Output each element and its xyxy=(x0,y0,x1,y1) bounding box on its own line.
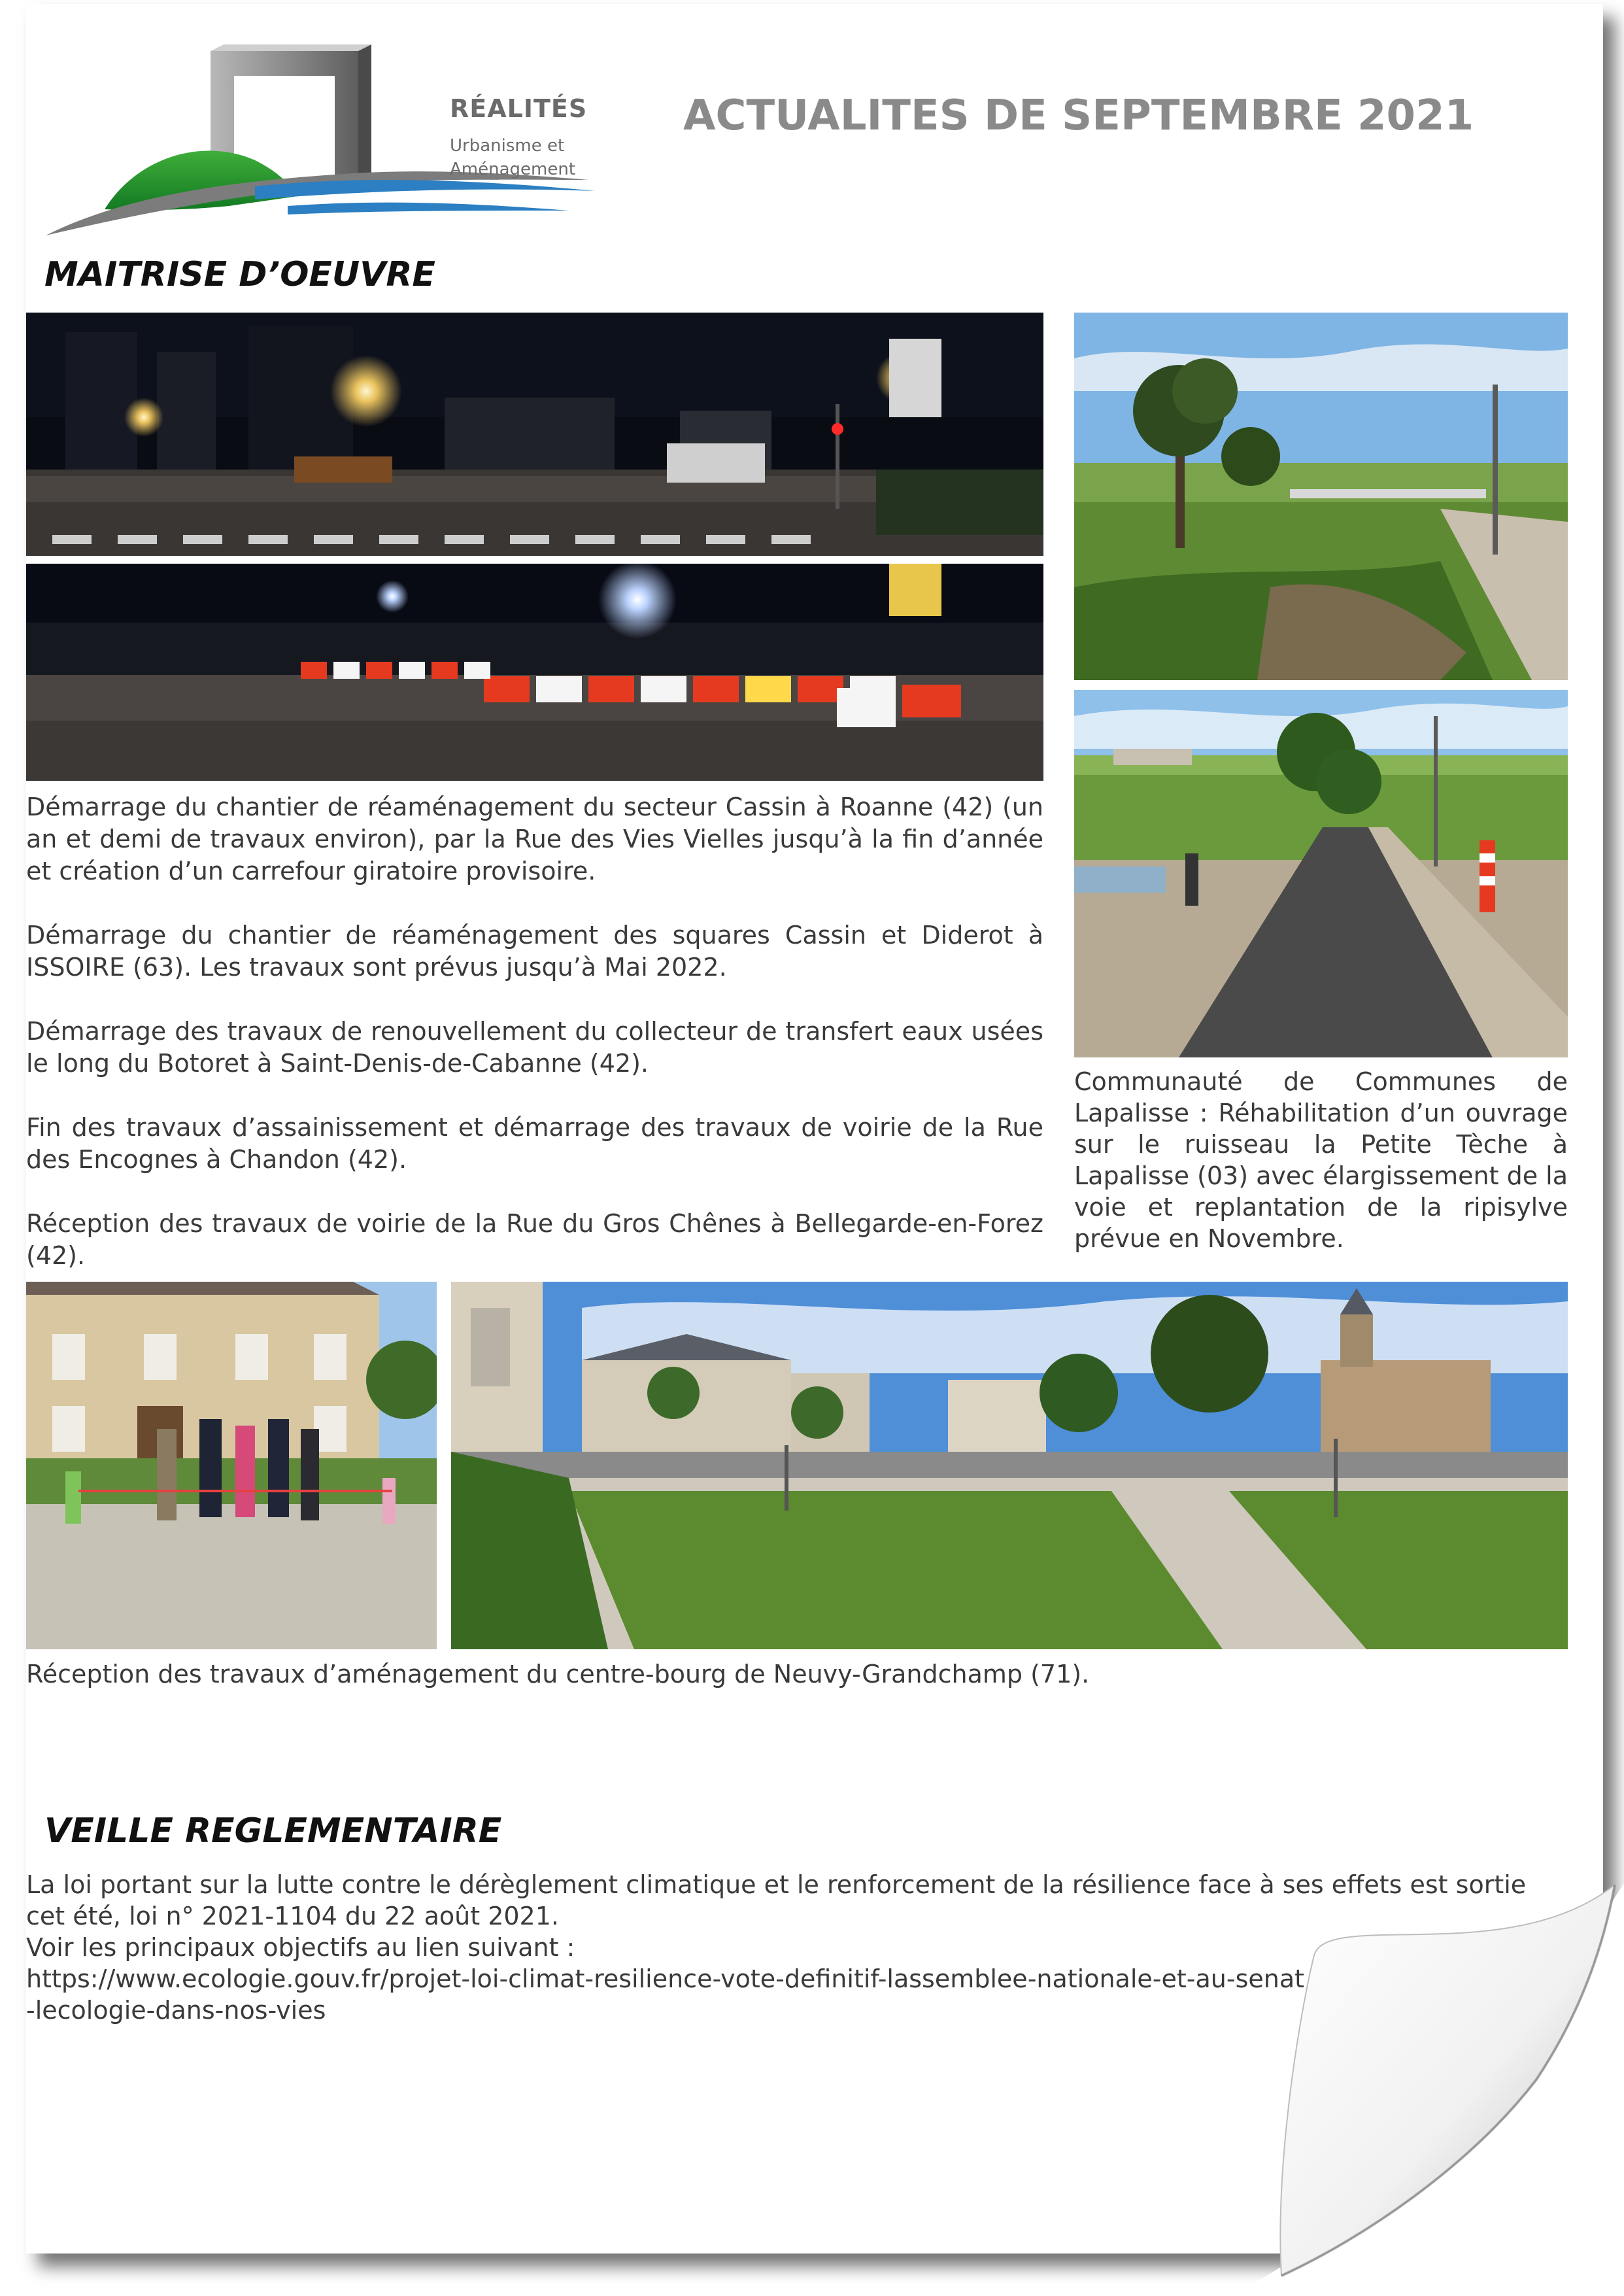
paragraph-bellegarde: Réception des travaux de voirie de la Rue du Gros Chênes à Bellegarde-en-Forez (42). xyxy=(26,1209,1043,1270)
logo-title: RÉALITÉS xyxy=(450,94,588,123)
company-logo xyxy=(39,39,601,248)
paragraph-issoire: Démarrage du chantier de réaménagement des squares Cassin et Diderot à ISSOIRE (63). Les travaux sont prévus jusqu’à Mai 2022. xyxy=(26,921,1043,982)
veille-paragraph: La loi portant sur la lutte contre le dérèglement climatique et le renforcement de la résilience face à ses effets est sortie cet été, loi n° 2021-1104 du 22 août 2021. xyxy=(26,1870,1527,1930)
photo-lapalisse-road xyxy=(1074,690,1568,1057)
logo-subtitle-line2: Aménagement xyxy=(450,160,576,179)
paragraph-chandon: Fin des travaux d’assainissement et démarrage des travaux de voirie de la Rue des Encognes à Chandon (42). xyxy=(26,1113,1043,1174)
veille-link-intro: Voir les principaux objectifs au lien suivant : xyxy=(26,1933,575,1962)
section-title-veille: VEILLE REGLEMENTAIRE xyxy=(44,1811,502,1851)
logo-subtitle-line1: Urbanisme et xyxy=(450,136,565,156)
paragraph-saint-denis: Démarrage des travaux de renouvellement du collecteur de transfert eaux usées le long du Botoret à Saint-Denis-de-Cabanne (42). xyxy=(26,1017,1043,1078)
photo-neuvy-ceremony xyxy=(26,1282,437,1649)
photo-neuvy-panorama xyxy=(451,1282,1568,1649)
photo-night-works-roanne xyxy=(26,313,1043,556)
photo-night-barriers-roanne xyxy=(26,564,1043,781)
page-title: ACTUALITES DE SEPTEMBRE 2021 xyxy=(683,92,1474,140)
photo-lapalisse-countryside xyxy=(1074,313,1568,680)
section-title-maitrise: MAITRISE D’OEUVRE xyxy=(44,255,435,294)
paragraph-roanne: Démarrage du chantier de réaménagement du secteur Cassin à Roanne (42) (un an et demi de travaux environ), par la Rue des Vies Vielles jusqu’à la fin d’année et création d’un carrefour giratoire provisoire. xyxy=(26,793,1043,885)
page-curl-decoration xyxy=(1236,1883,1624,2293)
caption-neuvy: Réception des travaux d’aménagement du centre-bourg de Neuvy-Grandchamp (71). xyxy=(26,1660,1090,1688)
veille-link[interactable]: https://www.ecologie.gouv.fr/projet-loi-climat-resilience-vote-definitif-lassemblee-nationale-et-au-senat-lecologie-dans-nos-vies xyxy=(26,1964,1305,2025)
maitrise-paragraphs xyxy=(26,791,1043,1272)
caption-lapalisse: Communauté de Communes de Lapalisse : Réhabilitation d’un ouvrage sur le ruisseau la Petite Tèche à Lapalisse (03) avec élargissement de la voie et replantation de la ripisylve prévue en Novembre. xyxy=(1074,1067,1568,1253)
logo-subtitle xyxy=(450,134,607,181)
